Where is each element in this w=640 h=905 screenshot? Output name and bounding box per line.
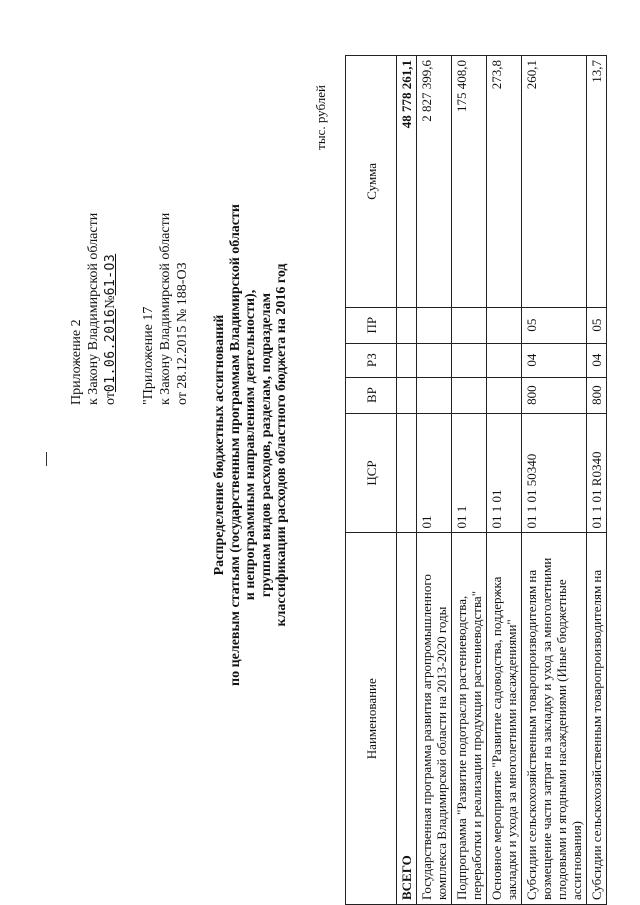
row-vr xyxy=(487,377,522,413)
appendix-date: 01.06.2016 xyxy=(103,308,118,393)
row-sum: 260,1 xyxy=(522,56,587,308)
row-csr: 01 1 01 xyxy=(487,413,522,533)
title-line-5: классификации расходов областного бюджета на 2016 год xyxy=(274,263,289,627)
row-sum: 273,8 xyxy=(487,56,522,308)
appendix-header xyxy=(68,105,119,405)
document-title xyxy=(212,185,290,705)
row-rz xyxy=(417,343,452,377)
row-name: ВСЕГО xyxy=(397,533,417,905)
appendix-line-1: Приложение 2 xyxy=(69,319,84,405)
table-row xyxy=(487,56,522,905)
row-name: Субсидии сельскохозяйственным товаропроизводителям на xyxy=(587,533,607,905)
row-sum: 13,7 xyxy=(587,56,607,308)
header-rz: РЗ xyxy=(346,343,397,377)
table-row xyxy=(452,56,487,905)
row-pr xyxy=(417,307,452,343)
budget-table xyxy=(345,55,607,905)
table-row xyxy=(522,56,587,905)
appendix-number-sign: № xyxy=(103,295,118,309)
row-pr: 05 xyxy=(587,307,607,343)
units-label: тыс. рублей xyxy=(313,85,328,150)
appendix-date-prefix: от xyxy=(103,392,118,405)
title-line-1: Распределение бюджетных ассигнований xyxy=(212,314,227,576)
row-pr xyxy=(397,307,417,343)
table-row xyxy=(587,56,607,905)
row-csr: 01 1 xyxy=(452,413,487,533)
row-vr xyxy=(452,377,487,413)
table-row xyxy=(397,56,417,905)
row-csr: 01 xyxy=(417,413,452,533)
original-appendix-line-1: "Приложение 17 xyxy=(141,306,156,405)
row-rz xyxy=(487,343,522,377)
title-line-3: и непрограммным направлениям деятельности), xyxy=(243,289,258,601)
original-appendix-line-2: к Закону Владимирской области xyxy=(158,212,173,405)
row-pr xyxy=(487,307,522,343)
row-sum: 48 778 261,1 xyxy=(397,56,417,308)
header-pr: ПР xyxy=(346,307,397,343)
original-appendix-header xyxy=(140,105,191,405)
title-line-4: группам видов расходов, разделам, подразделам xyxy=(258,292,274,598)
header-vr: ВР xyxy=(346,377,397,413)
row-vr: 800 xyxy=(587,377,607,413)
row-vr xyxy=(417,377,452,413)
row-csr xyxy=(397,413,417,533)
row-vr: 800 xyxy=(522,377,587,413)
appendix-line-3 xyxy=(102,105,119,405)
row-pr: 05 xyxy=(522,307,587,343)
row-name: Подпрограмма "Развитие подотрасли растениеводства, переработки и реализации продукции растениеводства" xyxy=(452,533,487,905)
row-rz: 04 xyxy=(587,343,607,377)
table-row xyxy=(417,56,452,905)
row-name: Основное мероприятие "Развитие садоводства, поддержка закладки и ухода за многолетними насаждениями" xyxy=(487,533,522,905)
row-csr: 01 1 01 R0340 xyxy=(587,413,607,533)
title-line-2: по целевым статьям (государственным программам Владимирской области xyxy=(227,204,243,686)
row-rz xyxy=(397,343,417,377)
row-sum: 2 827 399,6 xyxy=(417,56,452,308)
header-name: Наименование xyxy=(346,533,397,905)
row-csr: 01 1 01 50340 xyxy=(522,413,587,533)
row-rz: 04 xyxy=(522,343,587,377)
row-name: Государственная программа развития агропромышленного комплекса Владимирской области на 2013-2020 годы xyxy=(417,533,452,905)
header-csr: ЦСР xyxy=(346,413,397,533)
original-appendix-line-3: от 28.12.2015 № 188-ОЗ xyxy=(175,262,190,405)
row-name: Субсидии сельскохозяйственным товаропроизводителям на возмещение части затрат на закладку и уход за многолетними плодовыми и ягодными насаждениями (Иные бюджетные ассигнования) xyxy=(522,533,587,905)
row-vr xyxy=(397,377,417,413)
header-sum: Сумма xyxy=(346,56,397,308)
table-header-row xyxy=(346,56,397,905)
row-rz xyxy=(452,343,487,377)
appendix-number: 61-ОЗ xyxy=(103,253,118,296)
appendix-line-2: к Закону Владимирской области xyxy=(86,212,101,405)
row-sum: 175 408,0 xyxy=(452,56,487,308)
row-pr xyxy=(452,307,487,343)
